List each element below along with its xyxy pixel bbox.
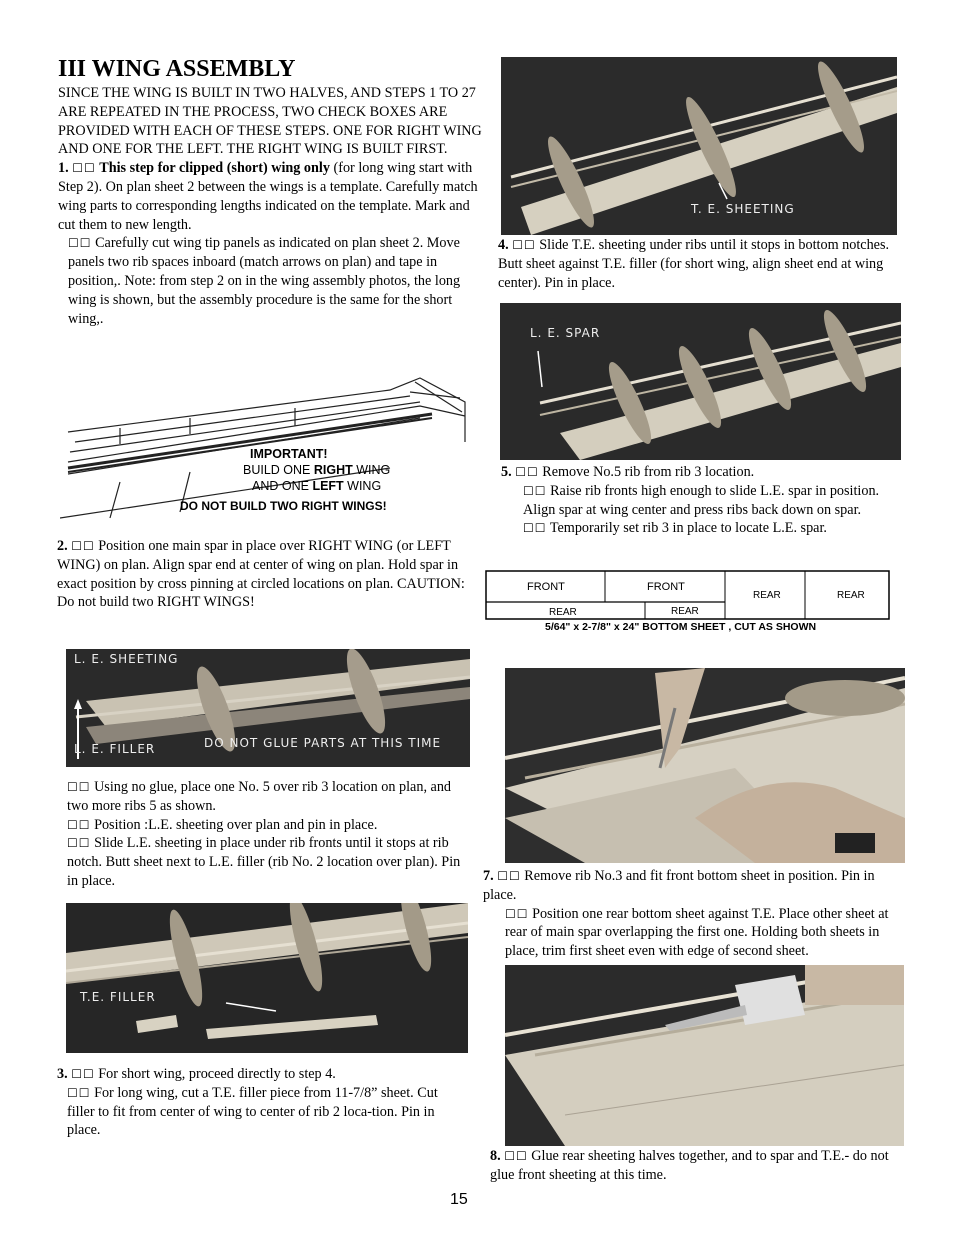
substep-b-text: Position :L.E. sheeting over plan and pin in place. (94, 816, 378, 833)
step-1-sub (58, 234, 488, 328)
step-5-c-text: Temporarily set rib 3 in place to locate L.E. spar. (549, 520, 827, 537)
checkbox-icon[interactable]: ☐☐ (504, 1149, 528, 1163)
checkbox-icon[interactable]: ☐☐ (67, 836, 91, 851)
photo-te-filler (66, 903, 468, 1053)
step-1-sub-text: Carefully cut wing tip panels as indicated on plan sheet 2. Move panels two rib spaces inboard (match arrows on plan) and tape in position,. Note: from step 2 on in the wing assembly photos, the long wing is shown, but the assembly procedure is the same for the short wing,. (68, 235, 461, 327)
step-7-b-text: Position one rear bottom sheet against T.E. Place other sheet at rear of main spar overlapping the first one. Holding both sheets in place, trim first sheet even with edge of second sheet. (505, 905, 889, 960)
checkbox-icon[interactable]: ☐☐ (515, 465, 539, 479)
sheet-caption: 5/64" x 2-7/8" x 24" BOTTOM SHEET , CUT AS SHOWN (545, 621, 817, 633)
checkbox-icon[interactable]: ☐☐ (523, 521, 547, 536)
step-2 (57, 537, 467, 612)
step-2-number: 2. (57, 538, 68, 554)
le-sheeting-label: L. E. SHEETING (74, 652, 179, 666)
checkbox-icon[interactable]: ☐☐ (72, 161, 96, 176)
step-5-a-text: Remove No.5 rib from rib 3 location. (542, 464, 755, 480)
step-3-b (57, 1084, 467, 1140)
rear-label-2: REAR (671, 606, 699, 617)
step-3-a (57, 1065, 467, 1084)
front-label-1: FRONT (527, 581, 565, 593)
checkbox-icon[interactable]: ☐☐ (67, 1085, 91, 1100)
substep-a-text: Using no glue, place one No. 5 over rib 3 location on plan, and two more ribs 5 as shown. (67, 779, 452, 814)
rear-label-4: REAR (837, 590, 865, 601)
and-one-text: AND ONE (252, 479, 313, 493)
le-spar-label: L. E. SPAR (530, 326, 601, 340)
left-text: LEFT (312, 479, 344, 493)
substep-a (57, 778, 467, 816)
step-4 (498, 236, 898, 292)
step-2-substeps (57, 778, 467, 891)
build-left-line (180, 478, 440, 494)
step-8 (490, 1147, 902, 1185)
bottom-sheet-diagram (485, 570, 890, 638)
step-7-b (483, 905, 893, 961)
step-5-b-text: Raise rib fronts high enough to slide L.E. spar in position. Align spar at wing center and press ribs back down on spar. (523, 482, 880, 518)
no-glue-label: DO NOT GLUE PARTS AT THIS TIME (204, 736, 442, 750)
step-1-number: 1. (58, 160, 69, 177)
photo-le-spar (500, 303, 901, 460)
wing-text-2: WING (343, 479, 382, 493)
checkbox-icon[interactable]: ☐☐ (505, 906, 529, 921)
rear-label-1: REAR (549, 607, 577, 618)
step-5-b (501, 482, 901, 520)
checkbox-icon[interactable]: ☐☐ (71, 1067, 95, 1081)
step-8-text: Glue rear sheeting halves together, and to spar and T.E.- do not glue front sheeting at this time. (490, 1148, 889, 1183)
step-3 (57, 1065, 467, 1140)
checkbox-icon[interactable]: ☐☐ (512, 238, 536, 252)
step-5 (501, 463, 901, 538)
warning-line: DO NOT BUILD TWO RIGHT WINGS! (180, 499, 387, 513)
page-number: 15 (450, 1191, 468, 1208)
intro-text (58, 84, 488, 328)
checkbox-icon[interactable]: ☐☐ (71, 539, 95, 553)
right-text: RIGHT (313, 463, 353, 477)
substep-b (57, 816, 467, 835)
te-filler-label: T.E. FILLER (80, 990, 156, 1004)
step-3-b-text: For long wing, cut a T.E. filler piece from 11-7/8” sheet. Cut filler to fit from center of wing to center of rib 2 loca-tion. Pin in place. (67, 1084, 438, 1139)
checkbox-icon[interactable]: ☐☐ (67, 780, 91, 794)
te-sheeting-label: T. E. SHEETING (691, 202, 795, 216)
checkbox-icon[interactable]: ☐☐ (523, 483, 547, 498)
step-7-number: 7. (483, 868, 494, 884)
front-label-2: FRONT (647, 581, 685, 593)
step-7-a-text: Remove rib No.3 and fit front bottom sheet in position. Pin in place. (483, 868, 875, 903)
important-label: IMPORTANT! (250, 447, 328, 461)
build-right-line (180, 462, 440, 478)
step-5-c (501, 519, 901, 538)
step-8-number: 8. (490, 1148, 501, 1164)
step-3-number: 3. (57, 1066, 68, 1082)
rear-label-3: REAR (753, 590, 781, 601)
step-2-text: Position one main spar in place over RIGHT WING (or LEFT WING) on plan. Align spar end at center of wing on plan. Hold spar in exact position by cross pinning at circled locations on plan. CAUTION: Do not build two RIGHT WINGS! (57, 538, 465, 611)
checkbox-icon[interactable]: ☐☐ (68, 236, 92, 251)
step-3-a-text: For short wing, proceed directly to step 4. (98, 1066, 336, 1082)
step-1-bold: This step for clipped (short) wing only (99, 160, 330, 177)
important-note (180, 446, 440, 514)
step-1-text: (for long wing start with Step 2). On plan sheet 2 between the wings is a template. Carefully match wing parts to corresponding lengths indicated on the template. Mark and cut them to new length. (58, 160, 478, 233)
photo-cut-sheet (505, 668, 905, 863)
checkbox-icon[interactable]: ☐☐ (67, 817, 91, 832)
photo-te-sheeting (501, 57, 897, 235)
page-title: III WING ASSEMBLY (58, 56, 296, 82)
step-4-number: 4. (498, 237, 509, 253)
substep-c-text: Slide L.E. sheeting in place under rib fronts until it stops at rib notch. Butt sheet next to L.E. filler (rib No. 2 location over plan). Pin in place. (67, 835, 461, 889)
build-one-text: BUILD ONE (243, 463, 314, 477)
intro-paragraph: SINCE THE WING IS BUILT IN TWO HALVES, AND STEPS 1 TO 27 ARE REPEATED IN THE PROCESS, TWO CHECK BOXES ARE PROVIDED WITH EACH OF THESE STEPS. ONE FOR RIGHT WING AND ONE FOR THE LEFT. THE RIGHT WING IS BUILT FIRST. (58, 85, 482, 158)
wing-text: WING (352, 463, 391, 477)
step-4-text: Slide T.E. sheeting under ribs until it stops in bottom notches. Butt sheet against T.E. filler (for short wing, align sheet end at wing center). Pin in place. (498, 237, 890, 291)
step-7 (483, 867, 893, 961)
step-1 (58, 159, 488, 234)
step-5-a (501, 463, 901, 482)
photo-le-sheeting (66, 649, 470, 767)
checkbox-icon[interactable]: ☐☐ (497, 869, 521, 883)
step-7-a (483, 867, 893, 905)
photo-glue (505, 965, 904, 1146)
le-filler-label: L. E. FILLER (74, 742, 156, 756)
step-5-number: 5. (501, 464, 512, 480)
substep-c (57, 834, 467, 890)
